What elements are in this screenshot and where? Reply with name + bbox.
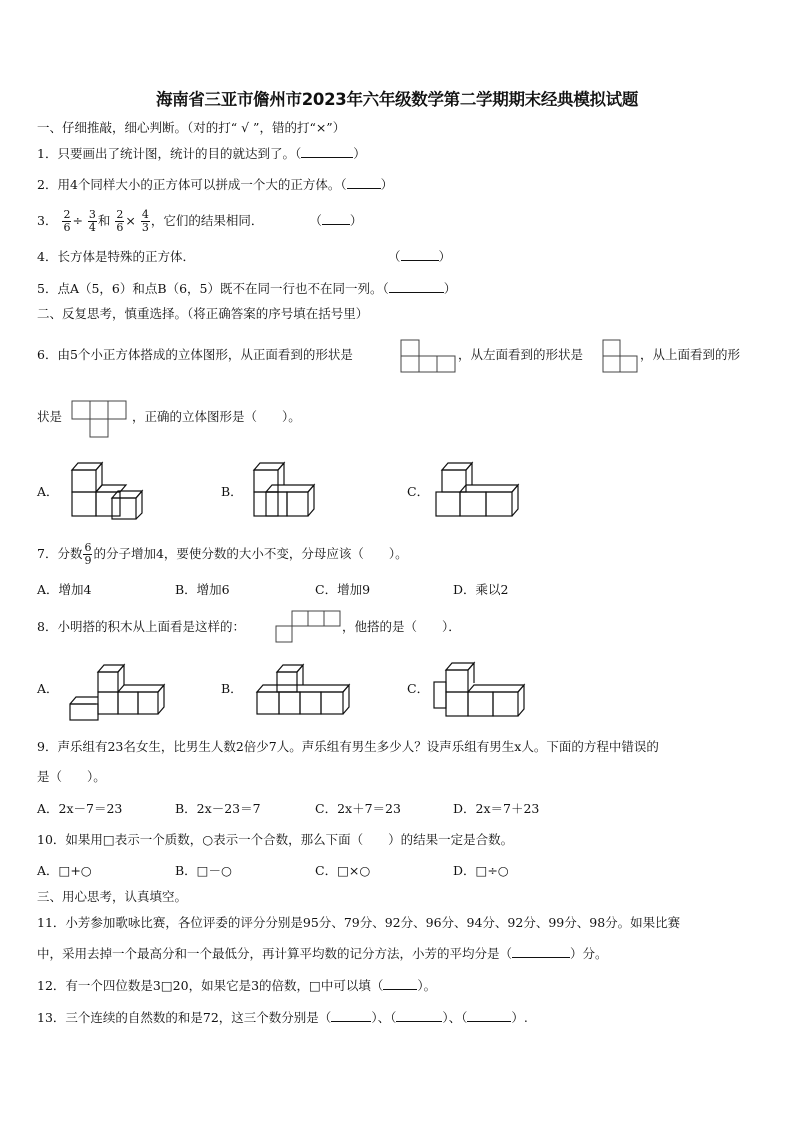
question-3-text: ，它们的结果相同． xyxy=(150,213,264,228)
left-view-grid xyxy=(602,339,638,373)
numerator: 2 xyxy=(116,208,124,221)
question-5-text: 5．点A（5，6）和点B（6，5）既不在同一行也不在同一列。（ xyxy=(37,281,389,296)
question-6-text-a: 6．由5个小正方体搭成的立体图形，从正面看到的形状是 xyxy=(37,347,353,362)
question-9-option-d[interactable]: D．2x＝7＋23 xyxy=(453,801,540,816)
question-7-text-a: 7．分数 xyxy=(37,546,83,561)
question-9-option-b[interactable]: B．2x－23＝7 xyxy=(175,801,261,816)
question-12-text-b: ）。 xyxy=(417,978,437,993)
fraction xyxy=(115,209,124,234)
option-c-figure[interactable] xyxy=(432,660,528,720)
question-2-text: 2．用4个同样大小的正方体可以拼成一个大的正方体。（ xyxy=(37,177,347,192)
question-6-text-b: ，从左面看到的形状是 xyxy=(458,347,584,362)
question-10-option-b[interactable]: B．□－○ xyxy=(175,863,232,878)
answer-blank[interactable] xyxy=(301,146,353,158)
numerator: 2 xyxy=(63,208,71,221)
question-13-text-a: 13．三个连续的自然数的和是72，这三个数分别是（ xyxy=(37,1010,332,1025)
front-view-grid xyxy=(400,339,456,373)
question-8-line xyxy=(37,619,245,635)
answer-blank[interactable] xyxy=(322,213,350,225)
paren-close: ） xyxy=(349,213,363,228)
answer-blank[interactable] xyxy=(389,281,444,293)
question-10-option-a[interactable]: A．□+○ xyxy=(37,863,92,878)
question-7-option-c[interactable]: C．增加9 xyxy=(315,582,371,597)
question-6-line-2 xyxy=(37,409,62,425)
question-6-line-1b xyxy=(458,347,583,363)
option-c-label: C． xyxy=(407,484,430,499)
question-11-text-b: 中，采用去掉一个最高分和一个最低分，再计算平均数的记分方法，小芳的平均分是（ xyxy=(37,946,513,961)
question-5-end: ） xyxy=(443,281,457,296)
question-6-text-d: 状是 xyxy=(37,409,63,424)
denominator: 6 xyxy=(116,221,124,234)
question-9-option-c[interactable]: C．2x＋7＝23 xyxy=(315,801,401,816)
option-c-label: C． xyxy=(407,681,430,696)
question-10-option-d[interactable]: D．□÷○ xyxy=(453,863,509,878)
fraction xyxy=(141,209,150,234)
denominator: 4 xyxy=(88,221,96,234)
question-7-text-b: 的分子增加4，要使分数的大小不变，分母应该（ ）。 xyxy=(93,546,408,561)
conjunction: 和 xyxy=(97,213,111,228)
answer-blank[interactable] xyxy=(347,177,381,189)
question-13-separator: ）、（ xyxy=(371,1010,397,1025)
denominator: 9 xyxy=(84,554,92,567)
question-8-line-b xyxy=(342,619,461,635)
answer-blank[interactable] xyxy=(331,1010,371,1022)
question-2 xyxy=(37,177,393,193)
question-1-text: 1．只要画出了统计图，统计的目的就达到了。（ xyxy=(37,146,302,161)
question-11-line-2 xyxy=(37,946,608,962)
paren-open: （ xyxy=(309,213,322,228)
question-11-line-1: 11．小芳参加歌咏比赛，各位评委的评分分别是95分、79分、92分、96分、94分、92分、99分、98分。如果比赛 xyxy=(37,915,681,930)
denominator: 6 xyxy=(63,221,71,234)
section-3-heading: 三、用心思考，认真填空。 xyxy=(37,889,188,904)
question-13-separator: ）、（ xyxy=(442,1010,468,1025)
question-12 xyxy=(37,978,436,994)
question-2-end: ） xyxy=(380,177,394,192)
question-4-text: 4．长方体是特殊的正方体． xyxy=(37,249,195,264)
question-6-line-1c xyxy=(640,347,740,363)
option-b-figure[interactable] xyxy=(248,462,328,520)
option-c-figure[interactable] xyxy=(432,462,524,520)
numerator: 4 xyxy=(141,208,149,221)
question-7-option-d[interactable]: D．乘以2 xyxy=(453,582,509,597)
option-b-label: B． xyxy=(221,681,243,696)
question-3-number: 3． xyxy=(37,213,58,228)
question-4-answer xyxy=(388,249,451,265)
question-12-text-a: 12．有一个四位数是3□20，如果它是3的倍数，□中可以填（ xyxy=(37,978,384,993)
section-1-heading: 一、仔细推敲，细心判断。（对的打“ √ ”，错的打“×”） xyxy=(37,120,346,135)
question-1 xyxy=(37,146,366,162)
fraction xyxy=(88,209,97,234)
operator: × xyxy=(125,213,136,228)
question-13 xyxy=(37,1010,528,1026)
question-10-option-c[interactable]: C．□×○ xyxy=(315,863,371,878)
top-view-grid xyxy=(71,400,129,438)
option-b-label: B． xyxy=(221,484,243,499)
section-2-heading: 二、反复思考，慎重选择。（将正确答案的序号填在括号里） xyxy=(37,306,369,321)
question-9-line-1: 9．声乐组有23名女生，比男生人数2倍少7人。声乐组有男生多少人？设声乐组有男生x人。下面的方程中错误的 xyxy=(37,739,659,754)
question-7 xyxy=(37,540,408,568)
answer-blank[interactable] xyxy=(383,978,417,990)
option-a-figure[interactable] xyxy=(68,664,168,722)
question-6-text-e: ，正确的立体图形是（ ）。 xyxy=(132,409,301,424)
question-11-text-c: ）分。 xyxy=(570,946,608,961)
question-7-option-a[interactable]: A．增加4 xyxy=(37,582,92,597)
question-10: 10．如果用□表示一个质数，○表示一个合数，那么下面（ ）的结果一定是合数。 xyxy=(37,832,514,847)
numerator: 3 xyxy=(88,208,96,221)
answer-blank[interactable] xyxy=(401,249,439,261)
question-4 xyxy=(37,249,195,265)
question-5 xyxy=(37,281,456,297)
answer-blank[interactable] xyxy=(467,1010,511,1022)
top-view-grid xyxy=(274,610,342,644)
fraction xyxy=(62,209,71,234)
question-9-option-a[interactable]: A．2x－7＝23 xyxy=(37,801,123,816)
operator: ÷ xyxy=(72,213,83,228)
denominator: 3 xyxy=(141,221,149,234)
option-a-label: A． xyxy=(37,681,59,696)
option-a-label: A． xyxy=(37,484,59,499)
paren-close: ） xyxy=(438,249,452,264)
question-13-end: ）. xyxy=(511,1010,528,1025)
question-6-line-1 xyxy=(37,347,353,363)
option-b-figure[interactable] xyxy=(255,664,355,722)
question-6-text-c: ，从上面看到的形 xyxy=(640,347,741,362)
question-7-option-b[interactable]: B．增加6 xyxy=(175,582,230,597)
question-9-line-2: 是（ ）。 xyxy=(37,769,106,784)
numerator: 6 xyxy=(84,541,92,554)
question-3 xyxy=(37,207,362,235)
page-title: 海南省三亚市儋州市2023年六年级数学第二学期期末经典模拟试题 xyxy=(155,90,639,109)
fraction xyxy=(83,542,92,567)
question-6-line-2b xyxy=(132,409,301,425)
answer-blank[interactable] xyxy=(512,946,570,958)
answer-blank[interactable] xyxy=(396,1010,442,1022)
option-a-figure[interactable] xyxy=(66,462,152,520)
question-8-text-b: ，他搭的是（ ）． xyxy=(342,619,461,634)
question-8-text-a: 8．小明搭的积木从上面看是这样的： xyxy=(37,619,245,634)
question-1-end: ） xyxy=(353,146,366,161)
paren-open: （ xyxy=(388,249,401,264)
